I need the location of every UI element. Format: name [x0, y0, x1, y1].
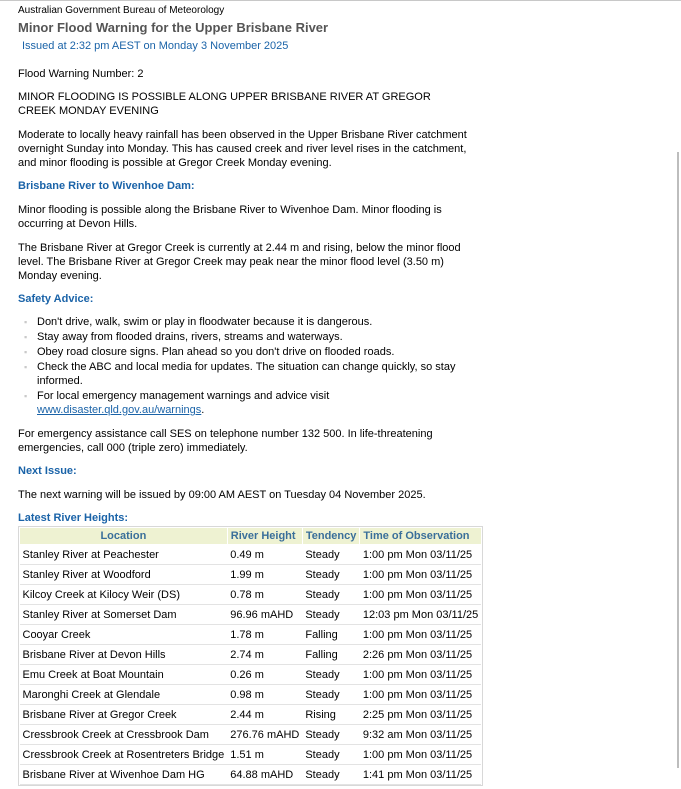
link-suffix: .	[201, 404, 205, 416]
table-row	[20, 665, 482, 685]
safety-item-text: For local emergency management warnings and advice visit	[37, 390, 330, 402]
warning-number: Flood Warning Number: 2	[18, 68, 144, 80]
height-cell: 64.88 mAHD	[227, 765, 302, 785]
section-heading-wivenhoe: Brisbane River to Wivenhoe Dam:	[18, 180, 195, 192]
time-cell: 1:00 pm Mon 03/11/25	[360, 625, 481, 645]
height-cell: 96.96 mAHD	[227, 605, 302, 625]
tendency-cell: Steady	[302, 585, 360, 605]
safety-list	[18, 315, 472, 417]
column-header-location: Location	[20, 528, 228, 545]
time-cell: 1:00 pm Mon 03/11/25	[360, 745, 481, 765]
location-cell: Stanley River at Somerset Dam	[20, 605, 228, 625]
height-cell: 2.74 m	[227, 645, 302, 665]
disaster-warnings-link[interactable]: www.disaster.qld.gov.au/warnings	[37, 404, 202, 416]
section-heading-next-issue: Next Issue:	[18, 465, 77, 477]
location-cell: Brisbane River at Devon Hills	[20, 645, 228, 665]
location-cell: Stanley River at Woodford	[20, 565, 228, 585]
table-row	[20, 605, 482, 625]
warning-headline: MINOR FLOODING IS POSSIBLE ALONG UPPER BRISBANE RIVER AT GREGOR CREEK MONDAY EVENING	[18, 91, 431, 117]
table-row	[20, 625, 482, 645]
location-cell: Maronghi Creek at Glendale	[20, 685, 228, 705]
river-heights-table-wrap	[18, 526, 483, 786]
time-cell: 2:26 pm Mon 03/11/25	[360, 645, 481, 665]
intro-paragraph: Moderate to locally heavy rainfall has been observed in the Upper Brisbane River catchment overnight Sunday into Monday. This has caused creek and river level rises in the catchment, and minor flooding is possible at Gregor Creek Monday evening.	[18, 129, 467, 169]
tendency-cell: Steady	[302, 545, 360, 565]
tendency-cell: Steady	[302, 765, 360, 785]
next-issue-text: The next warning will be issued by 09:00 AM AEST on Tuesday 04 November 2025.	[18, 489, 426, 501]
location-cell: Kilcoy Creek at Kilocy Weir (DS)	[20, 585, 228, 605]
time-cell: 12:03 pm Mon 03/11/25	[360, 605, 481, 625]
time-cell: 9:32 am Mon 03/11/25	[360, 725, 481, 745]
location-cell: Emu Creek at Boat Mountain	[20, 665, 228, 685]
page-title: Minor Flood Warning for the Upper Brisbane River	[18, 20, 329, 35]
section-heading-safety: Safety Advice:	[18, 293, 94, 305]
top-border	[0, 0, 681, 1]
river-heights-table	[19, 527, 482, 785]
list-item	[37, 389, 472, 417]
table-row	[20, 645, 482, 665]
section-heading-river-heights: Latest River Heights:	[18, 512, 129, 524]
height-cell: 1.78 m	[227, 625, 302, 645]
height-cell: 0.49 m	[227, 545, 302, 565]
scrollbar[interactable]	[677, 152, 679, 768]
tendency-cell: Falling	[302, 625, 360, 645]
tendency-cell: Steady	[302, 565, 360, 585]
river-heights-body	[20, 545, 482, 785]
location-cell: Stanley River at Peachester	[20, 545, 228, 565]
location-cell: Cressbrook Creek at Rosentreters Bridge	[20, 745, 228, 765]
height-cell: 1.99 m	[227, 565, 302, 585]
table-row	[20, 725, 482, 745]
table-row	[20, 565, 482, 585]
table-row	[20, 585, 482, 605]
location-cell: Brisbane River at Gregor Creek	[20, 705, 228, 725]
list-item: ▪ Check the ABC and local media for updates. The situation can change quickly, so stay informed.	[37, 360, 472, 388]
time-cell: 1:00 pm Mon 03/11/25	[360, 565, 481, 585]
time-cell: 1:00 pm Mon 03/11/25	[360, 545, 481, 565]
tendency-cell: Falling	[302, 645, 360, 665]
tendency-cell: Steady	[302, 605, 360, 625]
list-item: ▪ Stay away from flooded drains, rivers, streams and waterways.	[37, 330, 472, 344]
agency-name: Australian Government Bureau of Meteorology	[18, 5, 225, 16]
time-cell: 1:00 pm Mon 03/11/25	[360, 585, 481, 605]
table-row	[20, 685, 482, 705]
height-cell: 0.26 m	[227, 665, 302, 685]
list-item: ▪ Obey road closure signs. Plan ahead so you don't drive on flooded roads.	[37, 345, 472, 359]
table-header-row	[20, 528, 482, 545]
height-cell: 1.51 m	[227, 745, 302, 765]
height-cell: 0.98 m	[227, 685, 302, 705]
tendency-cell: Steady	[302, 725, 360, 745]
tendency-cell: Steady	[302, 665, 360, 685]
height-cell: 2.44 m	[227, 705, 302, 725]
time-cell: 2:25 pm Mon 03/11/25	[360, 705, 481, 725]
column-header-river-height: River Height	[227, 528, 302, 545]
warning-page	[18, 4, 479, 789]
height-cell: 276.76 mAHD	[227, 725, 302, 745]
location-cell: Cooyar Creek	[20, 625, 228, 645]
location-cell: Cressbrook Creek at Cressbrook Dam	[20, 725, 228, 745]
wivenhoe-paragraph-1: Minor flooding is possible along the Brisbane River to Wivenhoe Dam. Minor flooding is occurring at Devon Hills.	[18, 204, 442, 230]
list-item: ▪ Don't drive, walk, swim or play in floodwater because it is dangerous.	[37, 315, 472, 329]
column-header-tendency: Tendency	[302, 528, 360, 545]
location-cell: Brisbane River at Wivenhoe Dam HG	[20, 765, 228, 785]
issued-time: Issued at 2:32 pm AEST on Monday 3 November 2025	[22, 40, 289, 52]
tendency-cell: Steady	[302, 745, 360, 765]
time-cell: 1:41 pm Mon 03/11/25	[360, 765, 481, 785]
tendency-cell: Steady	[302, 685, 360, 705]
tendency-cell: Rising	[302, 705, 360, 725]
column-header-time: Time of Observation	[360, 528, 481, 545]
height-cell: 0.78 m	[227, 585, 302, 605]
table-row	[20, 545, 482, 565]
time-cell: 1:00 pm Mon 03/11/25	[360, 665, 481, 685]
table-row	[20, 705, 482, 725]
table-row	[20, 745, 482, 765]
emergency-paragraph: For emergency assistance call SES on telephone number 132 500. In life-threatening emergencies, call 000 (triple zero) immediately.	[18, 428, 433, 454]
time-cell: 1:00 pm Mon 03/11/25	[360, 685, 481, 705]
wivenhoe-paragraph-2: The Brisbane River at Gregor Creek is currently at 2.44 m and rising, below the minor flood level. The Brisbane River at Gregor Creek may peak near the minor flood level (3.50 m) Monday evening.	[18, 242, 461, 282]
